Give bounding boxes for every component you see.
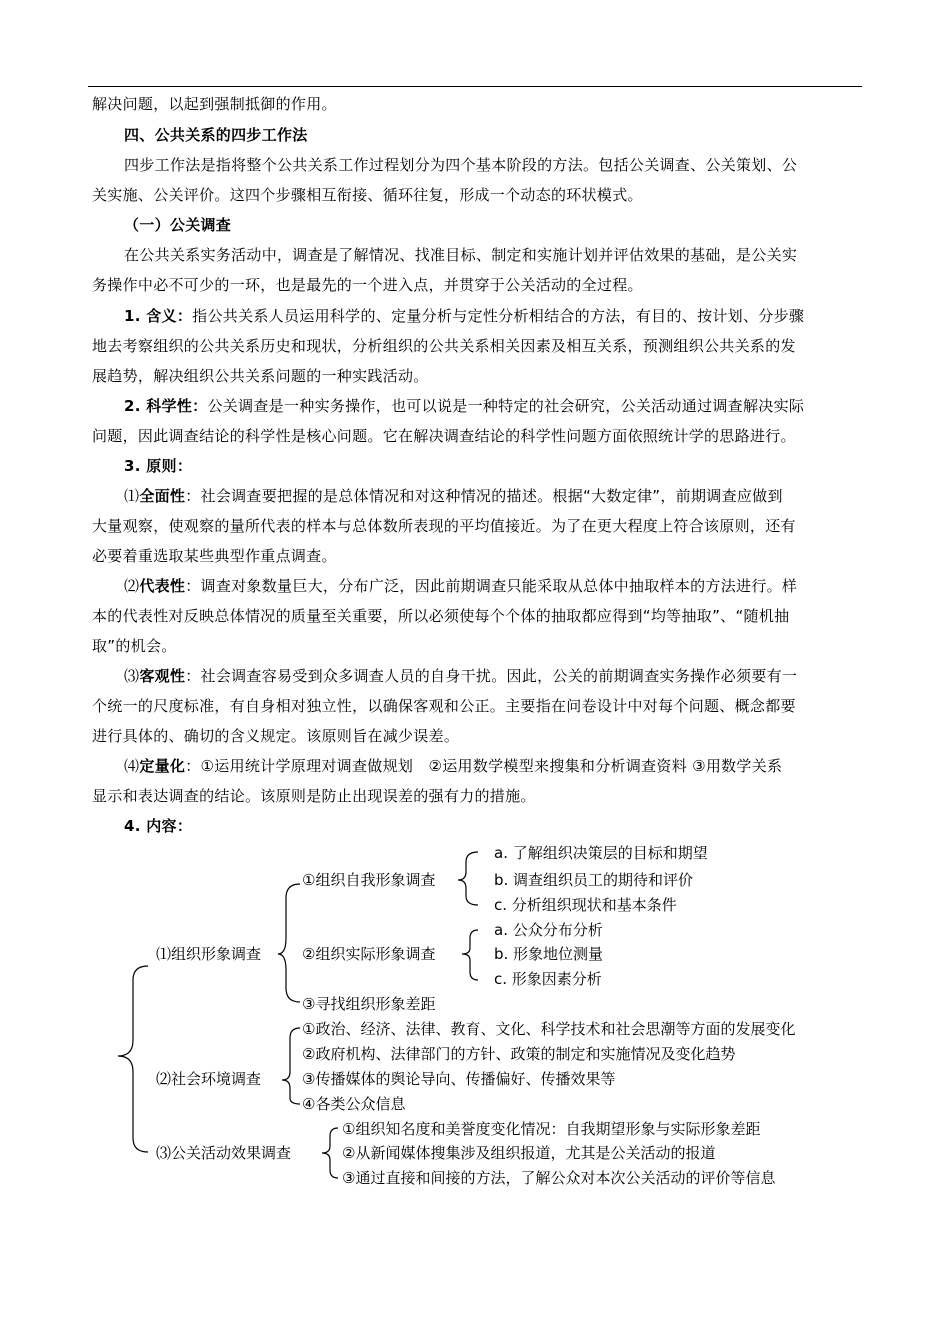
- paragraph-line: ⑷定量化：①运用统计学原理对调查做规划 ②运用数学模型来搜集和分析调查资料 ③用数学关系: [124, 757, 783, 775]
- paragraph-line: 必要着重选取某些典型作重点调查。: [92, 547, 337, 565]
- paragraph-line: 问题，因此调查结论的科学性是核心问题。它在解决调查结论的科学性问题方面依照统计学的思路进行。: [92, 427, 796, 445]
- tree-leaf: ②从新闻媒体搜集涉及组织报道，尤其是公关活动的报道: [342, 1144, 716, 1162]
- item-label: 4. 内容：: [124, 817, 193, 835]
- tree-node: ③寻找组织形象差距: [302, 995, 436, 1013]
- tree-leaf: b. 形象地位测量: [494, 945, 604, 963]
- tree-leaf: b. 调查组织员工的期待和评价: [494, 871, 694, 889]
- image-brace: [278, 884, 300, 1002]
- paragraph-line: 地去考察组织的公共关系历史和现状，分析组织的公共关系相关因素及相互关系，预测组织公共关系的发: [92, 337, 796, 355]
- tree-node: ①组织自我形象调查: [302, 871, 436, 889]
- principle-label: 定量化: [139, 757, 186, 775]
- tree-node: ⑵社会环境调查: [156, 1070, 262, 1088]
- paragraph-line: 大量观察，使观察的量所代表的样本与总体数所表现的平均值接近。为了在更大程度上符合该原则，还有: [92, 517, 796, 535]
- subsection-heading: （一）公关调查: [124, 216, 232, 234]
- header-rule: [88, 86, 862, 87]
- paragraph-line: ⑵代表性：调查对象数量巨大，分布广泛，因此前期调查只能采取从总体中抽取样本的方法进行。样: [124, 577, 798, 595]
- paragraph-line: ⑴全面性：社会调查要把握的是总体情况和对这种情况的描述。根据“大数定律”，前期调查应做到: [124, 487, 783, 505]
- environment-brace: [282, 1028, 300, 1104]
- paragraph-line: 四步工作法是指将整个公共关系工作过程划分为四个基本阶段的方法。包括公关调查、公关策划、公: [124, 156, 798, 174]
- principle-label: 全面性: [139, 487, 186, 505]
- item-label: 2. 科学性：: [124, 397, 208, 415]
- paragraph-line: 本的代表性对反映总体情况的质量至关重要，所以必须使每个个体的抽取都应得到“均等抽取”、“随机抽: [92, 607, 790, 625]
- tree-leaf: ③传播媒体的舆论导向、传播偏好、传播效果等: [302, 1070, 616, 1088]
- tree-leaf: ①政治、经济、法律、教育、文化、科学技术和社会思潮等方面的发展变化: [302, 1020, 796, 1038]
- tree-leaf: ④各类公众信息: [302, 1095, 406, 1113]
- effect-brace: [322, 1128, 338, 1178]
- tree-leaf: ③通过直接和间接的方法，了解公众对本次公关活动的评价等信息: [342, 1169, 776, 1187]
- tree-node: ⑶公关活动效果调查: [156, 1144, 292, 1162]
- tree-node: ②组织实际形象调查: [302, 945, 436, 963]
- tree-leaf: ①组织知名度和美誉度变化情况：自我期望形象与实际形象差距: [342, 1120, 761, 1138]
- paragraph-line: 务操作中必不可少的一环，也是最先的一个进入点，并贯穿于公关活动的全过程。: [92, 276, 643, 294]
- principle-label: 客观性: [139, 667, 186, 685]
- paragraph-line: 解决问题，以起到强制抵御的作用。: [92, 95, 337, 113]
- root-brace: [118, 966, 148, 1152]
- actual-image-brace: [462, 930, 478, 980]
- paragraph-line: 在公共关系实务活动中，调查是了解情况、找准目标、制定和实施计划并评估效果的基础，是公关实: [124, 246, 798, 264]
- paragraph-line: 2. 科学性：公关调查是一种实务操作，也可以说是一种特定的社会研究，公关活动通过调查解决实际: [124, 397, 805, 415]
- tree-node: ⑴组织形象调查: [156, 945, 262, 963]
- tree-leaf: c. 形象因素分析: [494, 970, 602, 988]
- principle-label: 代表性: [139, 577, 186, 595]
- paragraph-line: 关实施、公关评价。这四个步骤相互衔接、循环往复，形成一个动态的环状模式。: [92, 186, 643, 204]
- tree-leaf: ②政府机构、法律部门的方针、政策的制定和实施情况及变化趋势: [302, 1045, 736, 1063]
- paragraph-line: 1. 含义：指公共关系人员运用科学的、定量分析与定性分析相结合的方法，有目的、按计划、分步骤: [124, 307, 805, 325]
- paragraph-line: 个统一的尺度标准，有自身相对独立性，以确保客观和公正。主要指在问卷设计中对每个问题、概念都要: [92, 697, 796, 715]
- item-label: 3. 原则：: [124, 457, 193, 475]
- paragraph-line: 展趋势，解决组织公共关系问题的一种实践活动。: [92, 367, 429, 385]
- section-heading: 四、公共关系的四步工作法: [124, 126, 308, 144]
- tree-leaf: a. 了解组织决策层的目标和期望: [494, 844, 708, 862]
- paragraph-line: 取”的机会。: [92, 637, 177, 655]
- self-image-brace: [458, 852, 478, 905]
- paragraph-line: 显示和表达调查的结论。该原则是防止出现误差的强有力的措施。: [92, 787, 536, 805]
- tree-leaf: c. 分析组织现状和基本条件: [494, 896, 677, 914]
- paragraph-line: ⑶客观性：社会调查容易受到众多调查人员的自身干扰。因此，公关的前期调查实务操作必须要有一: [124, 667, 798, 685]
- paragraph-line: 进行具体的、确切的含义规定。该原则旨在减少误差。: [92, 727, 460, 745]
- item-label: 1. 含义：: [124, 307, 193, 325]
- tree-leaf: a. 公众分布分析: [494, 921, 603, 939]
